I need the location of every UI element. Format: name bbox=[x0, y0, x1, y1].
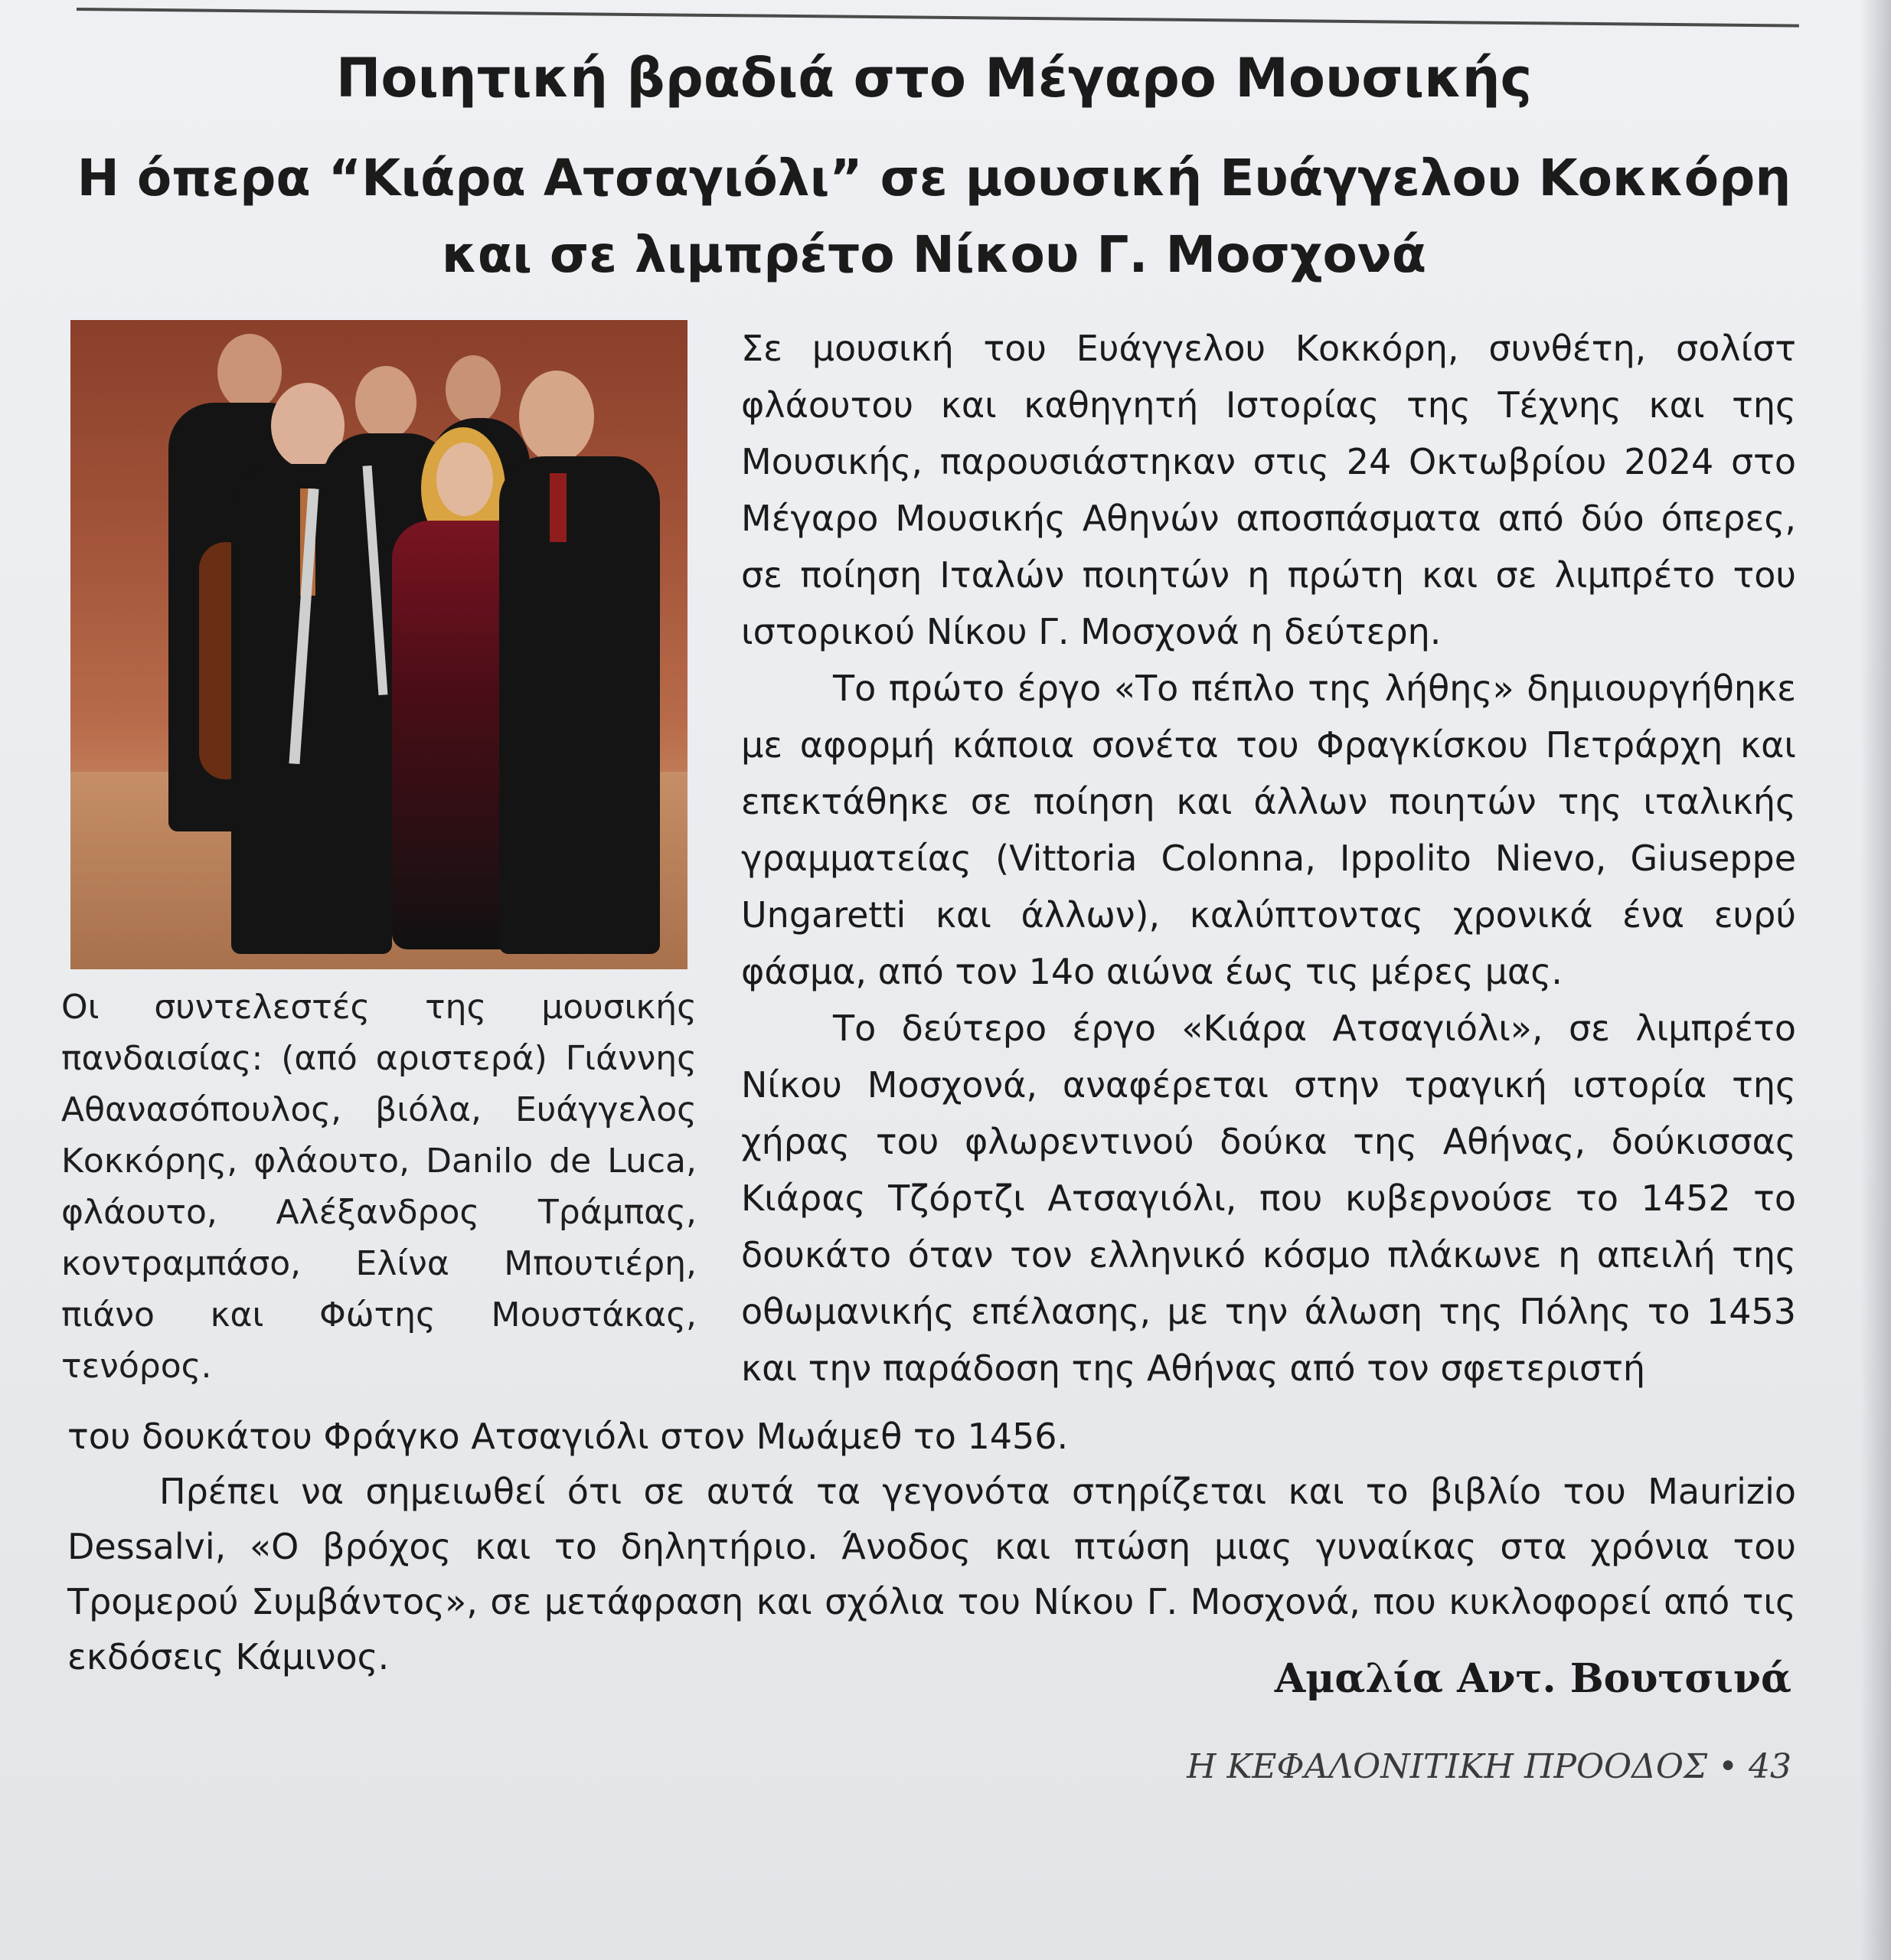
article-right-column bbox=[741, 320, 1796, 1396]
article-subtitle-line-1: Η όπερα “Κιάρα Ατσαγιόλι” σε μουσική Ευάγγελου Κοκκόρη bbox=[77, 149, 1791, 207]
photo-tie bbox=[550, 473, 567, 542]
article-paragraph-2: Το πρώτο έργο «Το πέπλο της λήθης» δημιουργήθηκε με αφορμή κάποια σονέτα του Φραγκίσκου Πετράρχη και επεκτάθηκε σε ποίηση και άλλων ποιητών της ιταλικής γραμματείας (Vittoria Colonna, Ippolito Nievo, Giuseppe Ungaretti και άλλων), καλύπτοντας χρονικά ένα ευρύ φάσμα, από τον 14ο αιώνα έως τις μέρες μας. bbox=[741, 668, 1796, 992]
article-paragraph-4: Πρέπει να σημειωθεί ότι σε αυτά τα γεγονότα στηρίζεται και το βιβλίο του Maurizio Dessalvi, «Ο βρόχος και το δηλητήριο. Άνοδος και πτώση μιας γυναίκας στα χρόνια του Τρομερού Συμβάντος», σε μετάφραση και σχόλια του Νίκου Γ. Μοσχονά, που κυκλοφορεί από τις εκδόσεις Κάμινος. bbox=[67, 1471, 1796, 1677]
article-paragraph-1: Σε μουσική του Ευάγγελου Κοκκόρη, συνθέτη, σολίστ φλάουτου και καθηγητή Ιστορίας της Τέχνης και της Μουσικής, παρουσιάστηκαν στις 24 Οκτωβρίου 2024 στο Μέγαρο Μουσικής Αθηνών αποσπάσματα από δύο όπερες, σε ποίηση Ιταλών ποιητών η πρώτη και σε λιμπρέτο του ιστορικού Νίκου Γ. Μοσχονά η δεύτερη. bbox=[741, 328, 1796, 652]
photo-person-head bbox=[446, 355, 501, 424]
article-subtitle-line-2: και σε λιμπρέτο Νίκου Γ. Μοσχονά bbox=[441, 225, 1427, 284]
photo-person-head bbox=[519, 371, 594, 462]
photo-person-head bbox=[355, 366, 416, 439]
article-title: Ποιητική βραδιά στο Μέγαρο Μουσικής bbox=[335, 47, 1533, 109]
article-author: Αμαλία Αντ. Βουτσινά bbox=[1274, 1655, 1791, 1702]
article-full-width bbox=[67, 1409, 1796, 1684]
top-rule bbox=[77, 8, 1799, 28]
musicians-photo bbox=[70, 320, 687, 969]
article-paragraph-3: Το δεύτερο έργο «Κιάρα Ατσαγιόλι», σε λιμπρέτο Νίκου Μοσχονά, αναφέρεται στην τραγική ιστορία της χήρας του φλωρεντινού δούκα της Αθήνας, δούκισσας Κιάρας Τζόρτζι Ατσαγιόλι, που κυβερνούσε το 1452 το δουκάτο όταν τον ελληνικό κόσμο πλάκωνε η απειλή της οθωμανικής επέλασης, με την άλωση της Πόλης το 1453 και την παράδοση της Αθήνας από τον σφετεριστή bbox=[741, 1008, 1796, 1389]
photo-person-head bbox=[217, 334, 282, 410]
article-paragraph-3-continued: του δουκάτου Φράγκο Ατσαγιόλι στον Μωάμεθ το 1456. bbox=[67, 1416, 1069, 1457]
page-footer: Η ΚΕΦΑΛΟΝΙΤΙΚΗ ΠΡΟΟΔΟΣ • 43 bbox=[1187, 1747, 1791, 1786]
photo-caption: Οι συντελεστές της μουσικής πανδαισίας: (από αριστερά) Γιάννης Αθανασόπουλος, βιόλα, Ευάγγελος Κοκκόρης, φλάουτο, Danilo de Luca, φλάουτο, Αλέξανδρος Τράμπας, κοντραμπάσο, Ελίνα Μπουτιέρη, πιάνο και Φώτης Μουστάκας, τενόρος. bbox=[61, 988, 697, 1386]
photo-person-head bbox=[436, 443, 493, 516]
photo-person-body bbox=[499, 456, 660, 954]
